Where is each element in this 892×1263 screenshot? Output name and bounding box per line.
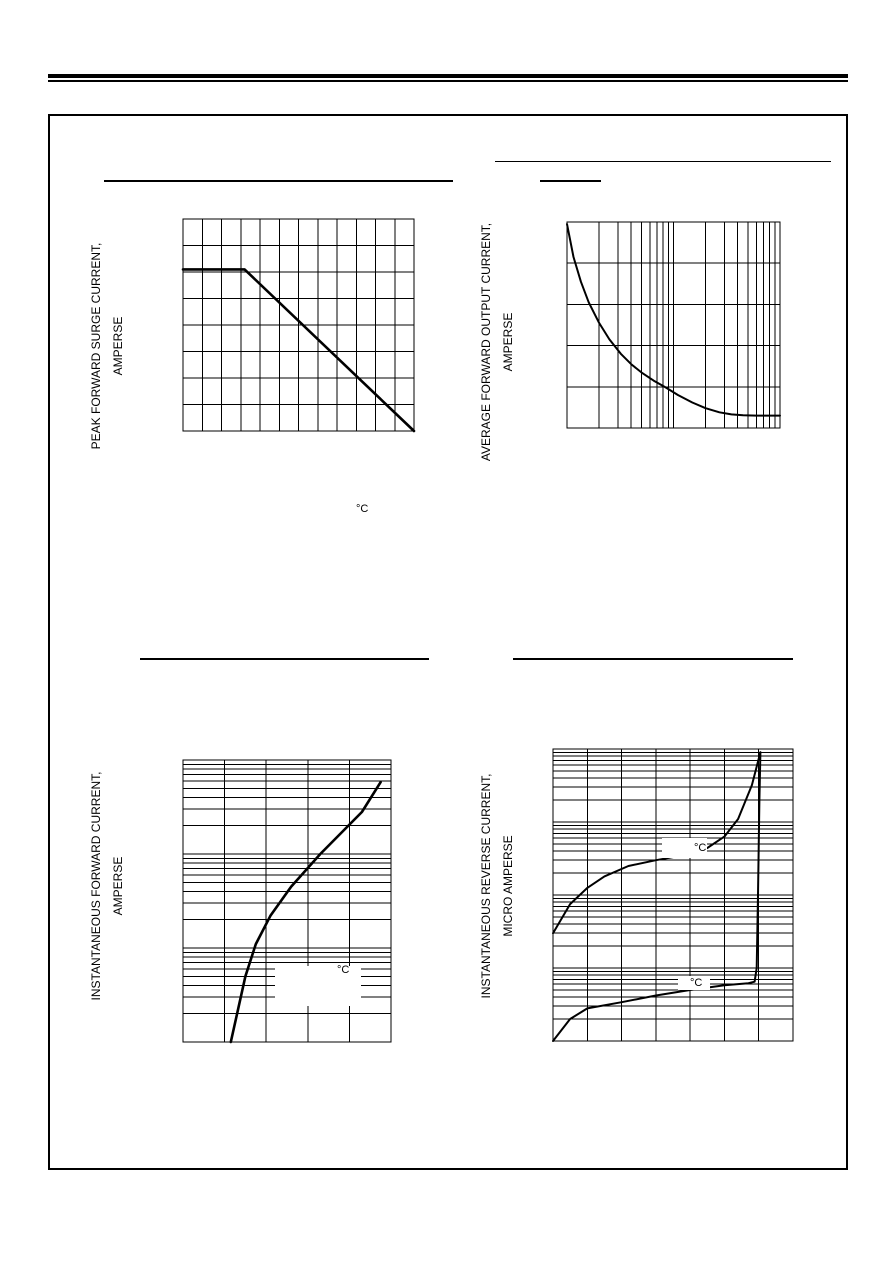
- chart2-plot: [567, 222, 780, 428]
- chart4-ylabel-line2: MICRO AMPERSE: [501, 835, 515, 937]
- chart3-ylabel-line1: INSTANTANEOUS FORWARD CURRENT,: [89, 771, 103, 1001]
- chart4-ylabel-line1: INSTANTANEOUS REVERSE CURRENT,: [479, 773, 493, 999]
- chart2-ylabel-line2: AMPERSE: [501, 312, 515, 372]
- chart2-ylabel-line1: AVERAGE FORWARD OUTPUT CURRENT,: [479, 222, 493, 462]
- chart1-unit-label: °C: [356, 503, 369, 515]
- chart1-ylabel-line1: PEAK FORWARD SURGE CURRENT,: [89, 242, 103, 450]
- chart4-lower-unit-label: °C: [690, 977, 703, 989]
- chart2-grid: [567, 222, 780, 428]
- chart4-plot: [553, 749, 793, 1041]
- chart4-upper-unit-label: °C: [694, 842, 707, 854]
- chart3-ylabel-line2: AMPERSE: [111, 856, 125, 916]
- chart1-ylabel-line2: AMPERSE: [111, 316, 125, 376]
- chart4-series-line-2: [553, 752, 760, 1041]
- chart3-unit-label: °C: [337, 964, 350, 976]
- chart1-plot: [183, 219, 414, 431]
